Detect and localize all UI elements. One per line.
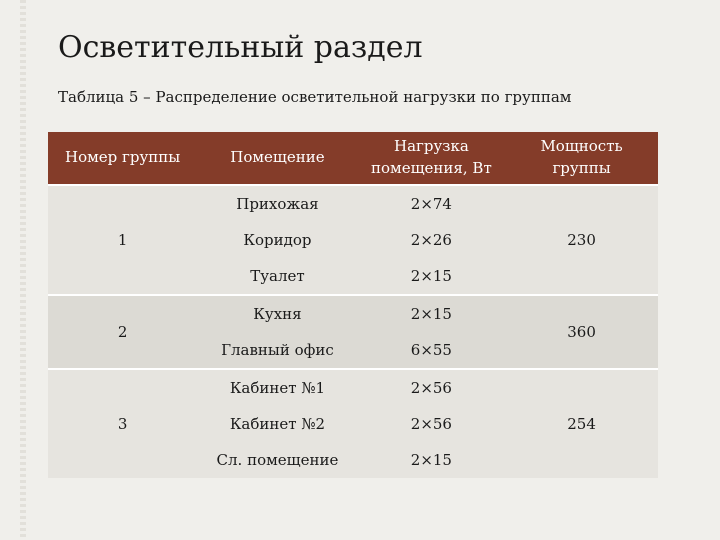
header-group-number: Номер группы bbox=[48, 132, 197, 185]
load-cell: 2×56 bbox=[358, 369, 505, 406]
room-cell: Туалет bbox=[197, 258, 357, 295]
table-row bbox=[48, 369, 658, 406]
room-cell: Прихожая bbox=[197, 185, 357, 222]
header-room: Помещение bbox=[197, 132, 357, 185]
decorative-left-rule bbox=[20, 0, 26, 540]
group-power-cell: 230 bbox=[505, 185, 658, 295]
room-cell: Коридор bbox=[197, 222, 357, 258]
room-cell: Главный офис bbox=[197, 332, 357, 369]
load-cell: 2×15 bbox=[358, 295, 505, 332]
lighting-load-table bbox=[48, 132, 658, 478]
load-cell: 2×15 bbox=[358, 442, 505, 478]
table-caption: Таблица 5 – Распределение осветительной нагрузки по группам bbox=[58, 88, 572, 106]
room-cell: Кабинет №1 bbox=[197, 369, 357, 406]
load-cell: 2×74 bbox=[358, 185, 505, 222]
group-number-cell: 3 bbox=[48, 369, 197, 478]
load-cell: 6×55 bbox=[358, 332, 505, 369]
load-cell: 2×15 bbox=[358, 258, 505, 295]
load-cell: 2×56 bbox=[358, 406, 505, 442]
group-number-cell: 1 bbox=[48, 185, 197, 295]
room-cell: Кабинет №2 bbox=[197, 406, 357, 442]
group-power-cell: 360 bbox=[505, 295, 658, 369]
group-power-cell: 254 bbox=[505, 369, 658, 478]
group-number-cell: 2 bbox=[48, 295, 197, 369]
header-room-load: Нагрузка помещения, Вт bbox=[358, 132, 505, 185]
table-row bbox=[48, 295, 658, 332]
table-header-row bbox=[48, 132, 658, 185]
table-row bbox=[48, 185, 658, 222]
load-cell: 2×26 bbox=[358, 222, 505, 258]
slide-title: Осветительный раздел bbox=[58, 30, 423, 65]
header-group-power: Мощность группы bbox=[505, 132, 658, 185]
room-cell: Сл. помещение bbox=[197, 442, 357, 478]
room-cell: Кухня bbox=[197, 295, 357, 332]
